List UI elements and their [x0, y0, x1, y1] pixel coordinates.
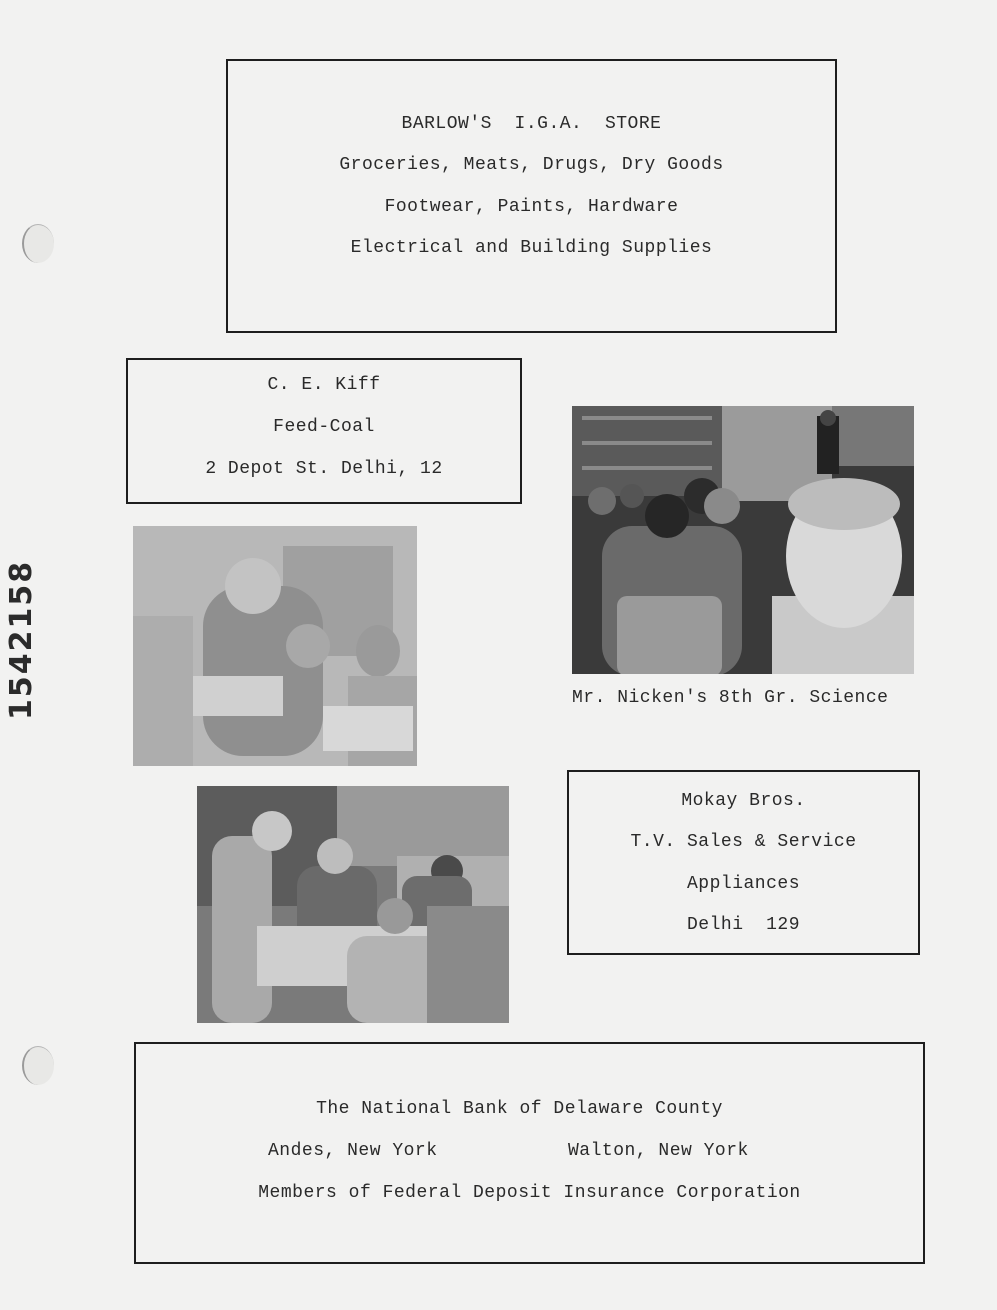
barlows-title: BARLOW'S I.G.A. STORE: [401, 114, 662, 134]
bank-ad: [134, 1042, 925, 1264]
binder-hole-top: [22, 224, 54, 263]
kiff-line-1: Feed-Coal: [273, 417, 375, 437]
mokay-line-2: Appliances: [686, 874, 801, 894]
mokay-ad: [567, 770, 920, 955]
binder-hole-bottom: [22, 1046, 54, 1085]
barlows-line-1: Groceries, Meats, Drugs, Dry Goods: [339, 155, 724, 175]
bank-city-walton: Walton, New York: [568, 1141, 749, 1161]
group-work-photo: [197, 786, 509, 1023]
mokay-line-1: T.V. Sales & Service: [630, 832, 857, 852]
kiff-line-2: 2 Depot St. Delhi, 12: [205, 459, 443, 479]
science-class-photo: [572, 406, 914, 674]
students-table-photo: [133, 526, 417, 766]
barlows-line-2: Footwear, Paints, Hardware: [384, 197, 679, 217]
kiff-ad: [126, 358, 522, 504]
barlows-ad: [226, 59, 837, 333]
mokay-name: Mokay Bros.: [681, 791, 806, 811]
bank-city-andes: Andes, New York: [268, 1141, 438, 1161]
bank-name: The National Bank of Delaware County: [316, 1099, 723, 1119]
photo-caption: Mr. Nicken's 8th Gr. Science: [572, 688, 889, 708]
side-number: 1542158: [4, 559, 39, 720]
mokay-line-3: Delhi 129: [686, 915, 801, 935]
barlows-line-3: Electrical and Building Supplies: [350, 238, 713, 258]
kiff-name: C. E. Kiff: [267, 375, 381, 395]
bank-members: Members of Federal Deposit Insurance Corporation: [258, 1183, 801, 1203]
